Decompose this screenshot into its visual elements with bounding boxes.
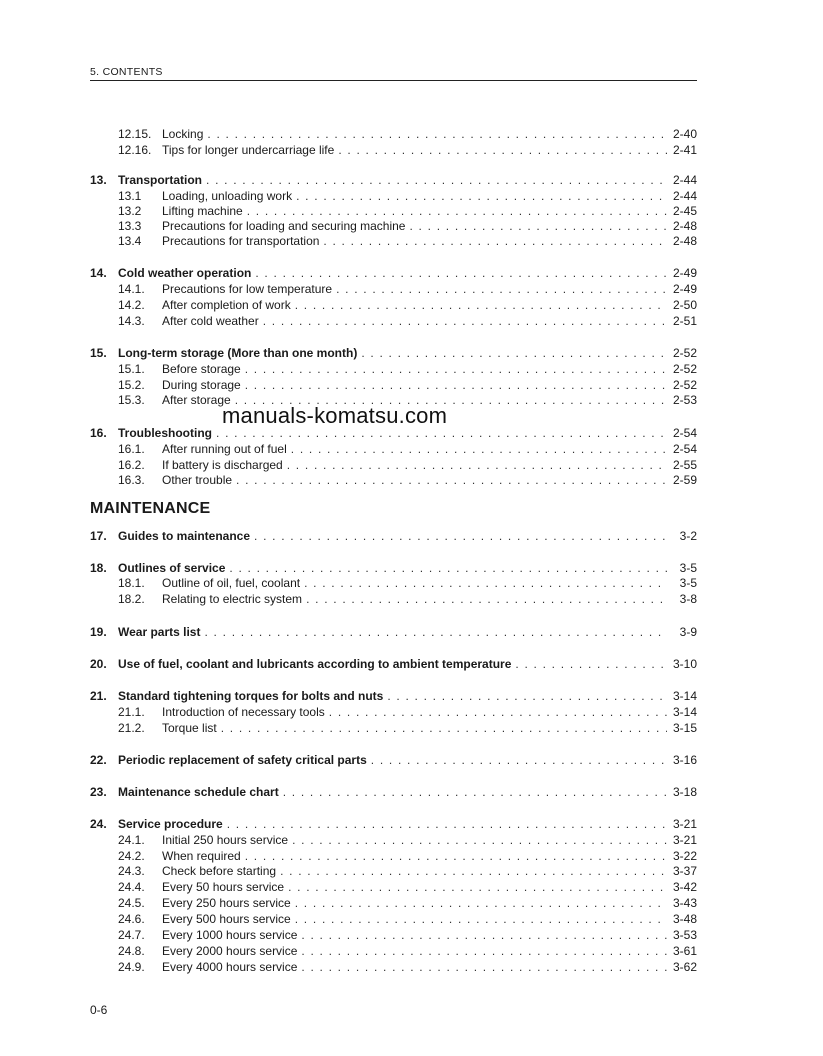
toc-entry-page: 3-8	[679, 592, 697, 606]
toc-entry-page: 2-50	[672, 298, 697, 312]
toc-entry[interactable]	[90, 457, 697, 473]
toc-entry-page: 3-10	[672, 657, 697, 671]
toc-entry-page: 2-51	[672, 314, 697, 328]
toc-entry-title: Other trouble	[162, 473, 233, 487]
toc-entry[interactable]	[90, 560, 697, 576]
toc-entry-title: After completion of work	[162, 298, 291, 312]
toc-entry-number: 24.1.	[118, 833, 145, 847]
toc-dot-leader	[229, 560, 667, 576]
toc-entry-page: 2-54	[672, 426, 697, 440]
toc-entry-title: Every 4000 hours service	[162, 960, 298, 974]
toc-entry-number: 15.	[90, 346, 107, 360]
toc-entry[interactable]	[90, 575, 697, 591]
toc-dot-leader	[245, 848, 667, 864]
watermark-text: manuals-komatsu.com	[222, 403, 448, 428]
toc-dot-leader	[287, 457, 667, 473]
toc-entry[interactable]	[90, 959, 697, 975]
toc-entry-number: 24.	[90, 817, 107, 831]
toc-entry[interactable]	[90, 281, 697, 297]
toc-entry-title: Maintenance schedule chart	[118, 785, 279, 799]
toc-entry-title: During storage	[162, 378, 241, 392]
toc-entry-number: 22.	[90, 753, 107, 767]
toc-dot-leader	[263, 313, 667, 329]
toc-entry-page: 2-55	[672, 458, 697, 472]
toc-entry[interactable]	[90, 233, 697, 249]
toc-entry-title: Precautions for loading and securing machine	[162, 219, 406, 233]
footer-page-number: 0-6	[90, 1003, 108, 1017]
toc-entry[interactable]	[90, 816, 697, 832]
toc-entry-page: 2-40	[672, 127, 697, 141]
toc-dot-leader	[301, 927, 667, 943]
toc-entry-number: 15.2.	[118, 378, 145, 392]
toc-entry-number: 14.	[90, 266, 107, 280]
toc-entry[interactable]	[90, 752, 697, 768]
toc-entry[interactable]	[90, 624, 697, 640]
toc-entry-page: 3-21	[672, 833, 697, 847]
maintenance-heading: MAINTENANCE	[90, 500, 211, 517]
toc-dot-leader	[204, 624, 667, 640]
toc-dot-leader	[207, 126, 667, 142]
toc-dot-leader	[247, 203, 667, 219]
toc-entry[interactable]	[90, 704, 697, 720]
toc-entry-number: 24.7.	[118, 928, 145, 942]
toc-entry-title: Guides to maintenance	[118, 529, 251, 543]
toc-entry-number: 15.3.	[118, 393, 145, 407]
toc-entry-number: 13.4	[118, 234, 142, 248]
toc-dot-leader	[301, 959, 667, 975]
toc-entry-number: 13.3	[118, 219, 142, 233]
toc-entry-page: 2-44	[672, 189, 697, 203]
toc-entry-title: Relating to electric system	[162, 592, 303, 606]
toc-entry-page: 2-49	[672, 282, 697, 296]
toc-entry-title: Cold weather operation	[118, 266, 252, 280]
toc-entry-page: 2-53	[672, 393, 697, 407]
page-footer	[90, 1003, 107, 1017]
toc-entry-number: 18.	[90, 561, 107, 575]
toc-entry[interactable]	[90, 345, 697, 361]
toc-dot-leader	[306, 591, 667, 607]
toc-entry-page: 2-48	[672, 234, 697, 248]
toc-dot-leader	[283, 784, 667, 800]
toc-entry-title: Initial 250 hours service	[162, 833, 289, 847]
toc-entry[interactable]	[90, 441, 697, 457]
toc-entry-title: Every 250 hours service	[162, 896, 291, 910]
toc-entry[interactable]	[90, 265, 697, 281]
toc-dot-leader	[206, 172, 667, 188]
toc-dot-leader	[304, 575, 667, 591]
header-title: 5. CONTENTS	[90, 66, 163, 78]
toc-entry-page: 3-48	[672, 912, 697, 926]
toc-dot-leader	[227, 816, 667, 832]
toc-entry-title: Locking	[162, 127, 204, 141]
toc-dot-leader	[291, 441, 667, 457]
toc-dot-leader	[515, 656, 667, 672]
toc-entry-title: After running out of fuel	[162, 442, 287, 456]
toc-dot-leader	[387, 688, 667, 704]
toc-entry-page: 3-5	[679, 561, 697, 575]
toc-entry-title: Introduction of necessary tools	[162, 705, 325, 719]
toc-dot-leader	[371, 752, 667, 768]
toc-entry[interactable]	[90, 377, 697, 393]
toc-entry[interactable]	[90, 911, 697, 927]
toc-entry-title: Long-term storage (More than one month)	[118, 346, 358, 360]
toc-entry-page: 2-48	[672, 219, 697, 233]
toc-entry[interactable]	[90, 720, 697, 736]
toc-entry-page: 2-49	[672, 266, 697, 280]
toc-entry-title: Periodic replacement of safety critical parts	[118, 753, 367, 767]
toc-entry[interactable]	[90, 203, 697, 219]
toc-entry-page: 2-45	[672, 204, 697, 218]
toc-entry[interactable]	[90, 188, 697, 204]
toc-entry[interactable]	[90, 863, 697, 879]
toc-entry-number: 23.	[90, 785, 107, 799]
toc-entry-number: 12.15.	[118, 127, 152, 141]
toc-entry[interactable]	[90, 895, 697, 911]
toc-entry[interactable]	[90, 361, 697, 377]
toc-entry-title: Every 500 hours service	[162, 912, 291, 926]
toc-entry[interactable]	[90, 943, 697, 959]
toc-entry-number: 24.5.	[118, 896, 145, 910]
toc-entry-page: 3-16	[672, 753, 697, 767]
toc-entry-number: 14.2.	[118, 298, 145, 312]
toc-entry-page: 3-2	[679, 529, 697, 543]
toc-entry-title: If battery is discharged	[162, 458, 283, 472]
toc-entry-number: 21.	[90, 689, 107, 703]
toc-entry[interactable]	[90, 472, 697, 488]
toc-entry-page: 3-14	[672, 689, 697, 703]
toc-entry-page: 2-52	[672, 346, 697, 360]
toc-entry-title: Tips for longer undercarriage life	[162, 143, 335, 157]
toc-entry-number: 16.3.	[118, 473, 145, 487]
toc-entry[interactable]	[90, 927, 697, 943]
toc-entry[interactable]	[90, 656, 697, 672]
toc-entry-title: Outline of oil, fuel, coolant	[162, 576, 301, 590]
toc-entry-number: 18.2.	[118, 592, 145, 606]
toc-entry[interactable]	[90, 784, 697, 800]
toc-entry-number: 24.4.	[118, 880, 145, 894]
toc-dot-leader	[301, 943, 667, 959]
toc-entry-number: 19.	[90, 625, 107, 639]
toc-entry-number: 18.1.	[118, 576, 145, 590]
toc-entry-page: 2-54	[672, 442, 697, 456]
toc-entry-title: After cold weather	[162, 314, 259, 328]
toc-entry-number: 15.1.	[118, 362, 145, 376]
toc-dot-leader	[323, 233, 667, 249]
toc-entry-number: 13.1	[118, 189, 142, 203]
toc-entry-page: 2-44	[672, 173, 697, 187]
toc-entry-title: Check before starting	[162, 864, 277, 878]
toc-entry-title: Loading, unloading work	[162, 189, 293, 203]
toc-entry-title: Transportation	[118, 173, 203, 187]
toc-entry-number: 20.	[90, 657, 107, 671]
toc-entry-title: Use of fuel, coolant and lubricants according to ambient temperature	[118, 657, 512, 671]
toc-entry-number: 21.1.	[118, 705, 145, 719]
toc-entry-title: After storage	[162, 393, 231, 407]
toc-entry-title: Every 1000 hours service	[162, 928, 298, 942]
toc-entry-number: 14.1.	[118, 282, 145, 296]
toc-entry-page: 3-15	[672, 721, 697, 735]
toc-entry-title: Every 2000 hours service	[162, 944, 298, 958]
toc-dot-leader	[288, 879, 667, 895]
toc-entry-title: Outlines of service	[118, 561, 226, 575]
toc-dot-leader	[295, 911, 667, 927]
toc-dot-leader	[280, 863, 667, 879]
toc-entry-number: 16.1.	[118, 442, 145, 456]
toc-dot-leader	[245, 361, 667, 377]
page-header	[90, 66, 697, 81]
toc-entry[interactable]	[90, 591, 697, 607]
toc-entry[interactable]	[90, 142, 697, 158]
toc-entry[interactable]	[90, 172, 697, 188]
toc-entry-title: Wear parts list	[118, 625, 201, 639]
toc-dot-leader	[236, 472, 667, 488]
toc-entry-number: 17.	[90, 529, 107, 543]
toc-entry-page: 2-41	[672, 143, 697, 157]
toc-entry-number: 13.	[90, 173, 107, 187]
toc-dot-leader	[296, 188, 667, 204]
toc-dot-leader	[336, 281, 667, 297]
toc-entry-page: 3-21	[672, 817, 697, 831]
toc-entry[interactable]	[90, 848, 697, 864]
toc-entry-number: 24.2.	[118, 849, 145, 863]
toc-entry-number: 21.2.	[118, 721, 145, 735]
toc-entry-title: Precautions for low temperature	[162, 282, 333, 296]
toc-entry[interactable]	[90, 218, 697, 234]
toc-dot-leader	[255, 265, 667, 281]
toc-dot-leader	[338, 142, 667, 158]
toc-entry[interactable]	[90, 832, 697, 848]
toc-entry-page: 3-53	[672, 928, 697, 942]
toc-entry-title: Before storage	[162, 362, 241, 376]
toc-dot-leader	[409, 218, 667, 234]
toc-entry-number: 16.2.	[118, 458, 145, 472]
toc-entry-page: 2-59	[672, 473, 697, 487]
toc-entry-page: 3-22	[672, 849, 697, 863]
toc-entry-number: 24.3.	[118, 864, 145, 878]
toc-entry-number: 24.8.	[118, 944, 145, 958]
toc-entry-number: 14.3.	[118, 314, 145, 328]
toc-entry-page: 3-62	[672, 960, 697, 974]
toc-entry-title: Torque list	[162, 721, 217, 735]
toc-entry-page: 3-42	[672, 880, 697, 894]
toc-entry-number: 24.9.	[118, 960, 145, 974]
toc-entry[interactable]	[90, 313, 697, 329]
toc-entry-page: 3-61	[672, 944, 697, 958]
toc-entry-page: 2-52	[672, 378, 697, 392]
toc-entry[interactable]	[90, 126, 697, 142]
toc-dot-leader	[295, 895, 667, 911]
toc-entry-page: 3-18	[672, 785, 697, 799]
toc-entry-page: 3-43	[672, 896, 697, 910]
toc-entry-page: 2-52	[672, 362, 697, 376]
toc-entry-title: When required	[162, 849, 241, 863]
toc-entry-number: 24.6.	[118, 912, 145, 926]
toc-entry-number: 16.	[90, 426, 107, 440]
toc-entry[interactable]	[90, 528, 697, 544]
toc-entry-title: Lifting machine	[162, 204, 243, 218]
toc-entry-title: Every 50 hours service	[162, 880, 285, 894]
toc-entry[interactable]	[90, 688, 697, 704]
toc-entry-number: 13.2	[118, 204, 142, 218]
toc-dot-leader	[292, 832, 667, 848]
toc-entry-page: 3-37	[672, 864, 697, 878]
toc-dot-leader	[361, 345, 667, 361]
toc-entry-page: 3-9	[679, 625, 697, 639]
toc-entry-title: Troubleshooting	[118, 426, 212, 440]
toc-entry[interactable]	[90, 297, 697, 313]
toc-entry[interactable]	[90, 879, 697, 895]
toc-dot-leader	[221, 720, 667, 736]
toc-entry-number: 12.16.	[118, 143, 152, 157]
toc-dot-leader	[245, 377, 667, 393]
toc-dot-leader	[254, 528, 667, 544]
toc-entry-title: Service procedure	[118, 817, 223, 831]
toc-entry-title: Precautions for transportation	[162, 234, 320, 248]
toc-dot-leader	[329, 704, 667, 720]
toc-dot-leader	[295, 297, 667, 313]
toc-entry-page: 3-5	[679, 576, 697, 590]
toc-entry-title: Standard tightening torques for bolts and nuts	[118, 689, 384, 703]
toc-entry-page: 3-14	[672, 705, 697, 719]
